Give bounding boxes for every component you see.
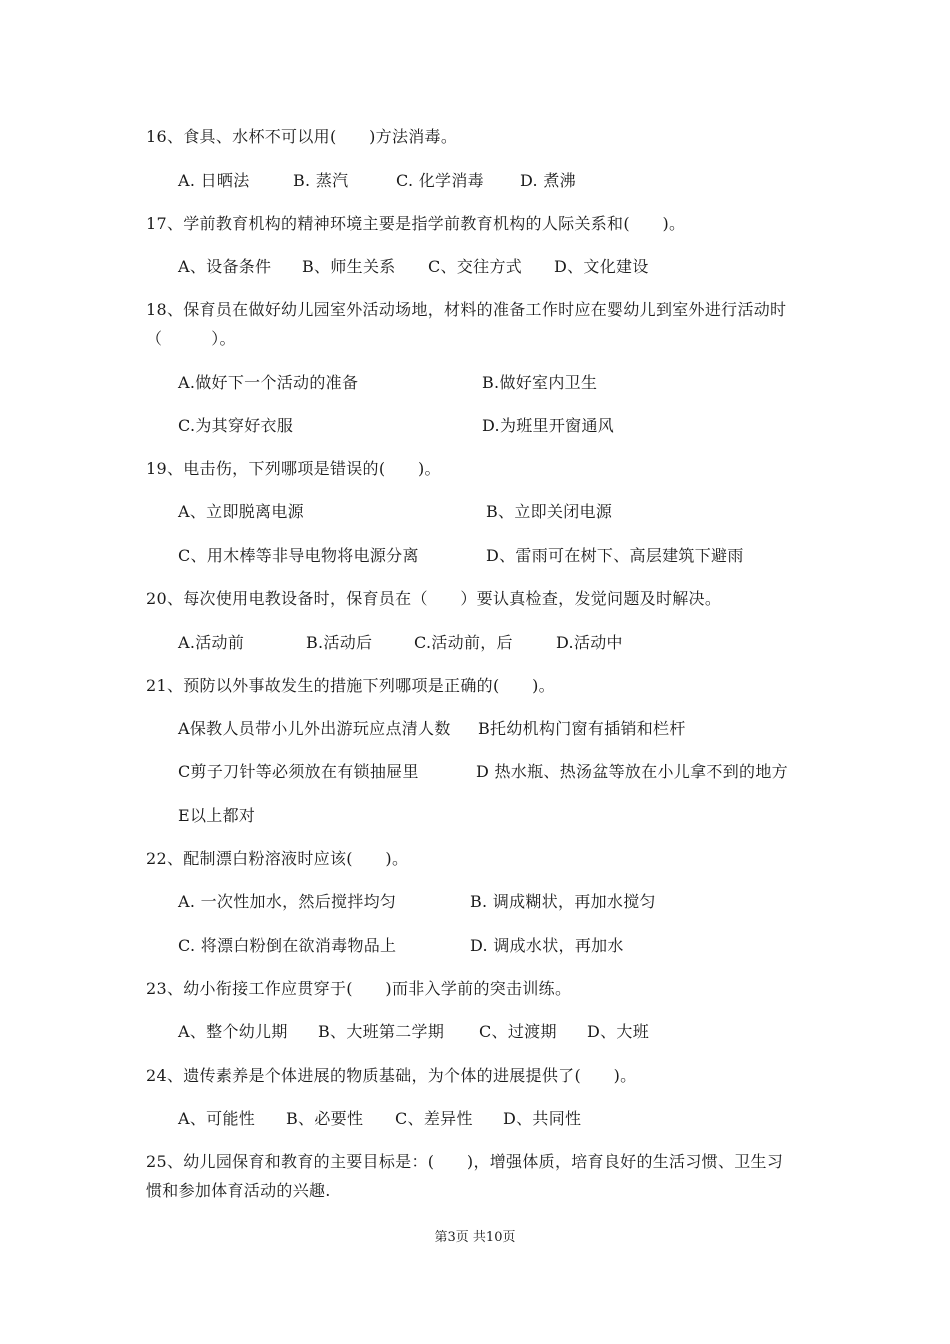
question-22-option-b: B. 调成糊状，再加水搅匀: [470, 892, 656, 911]
question-17-option-b: B、师生关系: [302, 257, 396, 276]
question-23-option-d: D、大班: [587, 1022, 650, 1041]
question-23-option-b: B、大班第二学期: [318, 1022, 445, 1041]
question-19-option-d: D、雷雨可在树下、高层建筑下避雨: [486, 546, 744, 565]
question-18-option-a: A.做好下一个活动的准备: [178, 373, 359, 392]
question-25-stem: 25、幼儿园保育和教育的主要目标是：( )，增强体质，培育良好的生活习惯、卫生习: [146, 1152, 784, 1171]
question-23-option-c: C、过渡期: [479, 1022, 557, 1041]
question-22-option-d: D. 调成水状，再加水: [470, 936, 624, 955]
question-18-stem-continued: （ ）。: [146, 329, 236, 348]
question-21-option-b: B托幼机构门窗有插销和栏杆: [478, 719, 686, 738]
question-17-option-a: A、设备条件: [178, 257, 272, 276]
question-16-option-d: D. 煮沸: [520, 171, 576, 190]
question-20-option-a: A.活动前: [178, 633, 245, 652]
question-20-option-b: B.活动后: [306, 633, 373, 652]
question-19-stem: 19、电击伤，下列哪项是错误的( )。: [146, 459, 441, 478]
question-21-option-e: E以上都对: [178, 806, 256, 825]
question-22-option-c: C. 将漂白粉倒在欲消毒物品上: [178, 936, 397, 955]
question-24-option-a: A、可能性: [178, 1109, 256, 1128]
question-20-option-d: D.活动中: [556, 633, 623, 652]
question-18-option-d: D.为班里开窗通风: [482, 416, 615, 435]
question-16-option-b: B. 蒸汽: [293, 171, 349, 190]
question-23-option-a: A、整个幼儿期: [178, 1022, 288, 1041]
question-24-option-d: D、共同性: [503, 1109, 582, 1128]
question-19-option-c: C、用木棒等非导电物将电源分离: [178, 546, 419, 565]
question-18-option-b: B.做好室内卫生: [482, 373, 598, 392]
question-20-option-c: C.活动前，后: [414, 633, 513, 652]
question-21-option-d: D 热水瓶、热汤盆等放在小儿拿不到的地方: [476, 762, 788, 781]
question-21-option-c: C剪子刀针等必须放在有锁抽屉里: [178, 762, 419, 781]
question-24-stem: 24、遗传素养是个体进展的物质基础，为个体的进展提供了( )。: [146, 1066, 637, 1085]
question-17-option-d: D、文化建设: [554, 257, 649, 276]
question-21-stem: 21、预防以外事故发生的措施下列哪项是正确的( )。: [146, 676, 555, 695]
question-20-stem: 20、每次使用电教设备时，保育员在（ ）要认真检查，发觉问题及时解决。: [146, 589, 722, 608]
question-25-stem-continued: 惯和参加体育活动的兴趣.: [146, 1181, 331, 1200]
question-19-option-a: A、立即脱离电源: [178, 502, 304, 521]
question-16-option-a: A. 日晒法: [178, 171, 250, 190]
question-23-stem: 23、幼小衔接工作应贯穿于( )而非入学前的突击训练。: [146, 979, 572, 998]
question-22-option-a: A. 一次性加水，然后搅拌均匀: [178, 892, 397, 911]
question-16-option-c: C. 化学消毒: [396, 171, 484, 190]
question-18-stem: 18、保育员在做好幼儿园室外活动场地，材料的准备工作时应在婴幼儿到室外进行活动时: [146, 300, 787, 319]
question-24-option-b: B、必要性: [286, 1109, 364, 1128]
question-17-stem: 17、学前教育机构的精神环境主要是指学前教育机构的人际关系和( )。: [146, 214, 686, 233]
question-21-option-a: A保教人员带小儿外出游玩应点清人数: [178, 719, 451, 738]
page-footer: 第3页 共10页: [434, 1230, 516, 1245]
question-24-option-c: C、差异性: [395, 1109, 473, 1128]
question-18-option-c: C.为其穿好衣服: [178, 416, 294, 435]
question-17-option-c: C、交往方式: [428, 257, 523, 276]
question-16-stem: 16、食具、水杯不可以用( )方法消毒。: [146, 127, 458, 146]
question-19-option-b: B、立即关闭电源: [486, 502, 613, 521]
question-22-stem: 22、配制漂白粉溶液时应该( )。: [146, 849, 409, 868]
